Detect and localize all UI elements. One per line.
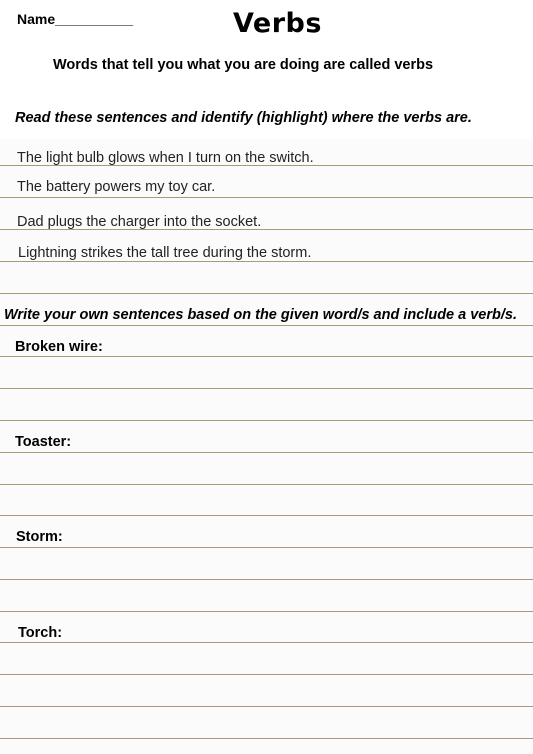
- ruled-line: [0, 515, 533, 516]
- prompt-label-broken-wire: Broken wire:: [15, 339, 103, 355]
- ruled-line: [0, 261, 533, 262]
- prompt-label-torch: Torch:: [18, 625, 63, 641]
- ruled-line: [0, 420, 533, 421]
- ruled-line: [0, 706, 533, 707]
- ruled-line: [0, 197, 533, 198]
- page-subtitle: Words that tell you what you are doing are called verbs: [53, 57, 434, 73]
- name-field-label: Name__________: [17, 11, 133, 27]
- sentence-item: The battery powers my toy car.: [17, 179, 216, 195]
- sentence-item: Dad plugs the charger into the socket.: [17, 214, 262, 230]
- ruled-line: [0, 356, 533, 357]
- ruled-line: [0, 642, 533, 643]
- ruled-line: [0, 547, 533, 548]
- lined-paper-area: [0, 139, 533, 754]
- ruled-line: [0, 325, 533, 326]
- ruled-line: [0, 674, 533, 675]
- prompt-label-toaster: Toaster:: [15, 434, 72, 450]
- section2-instruction: Write your own sentences based on the given word/s and include a verb/s.: [4, 307, 517, 323]
- ruled-line: [0, 738, 533, 739]
- sentence-item: The light bulb glows when I turn on the switch.: [17, 150, 314, 166]
- ruled-line: [0, 293, 533, 294]
- sentence-item: Lightning strikes the tall tree during the storm.: [18, 245, 312, 261]
- page-title: Verbs: [233, 8, 322, 39]
- prompt-label-storm: Storm:: [16, 529, 63, 545]
- ruled-line: [0, 388, 533, 389]
- ruled-line: [0, 452, 533, 453]
- ruled-line: [0, 611, 533, 612]
- ruled-line: [0, 484, 533, 485]
- ruled-line: [0, 579, 533, 580]
- section1-instruction: Read these sentences and identify (highlight) where the verbs are.: [15, 110, 472, 126]
